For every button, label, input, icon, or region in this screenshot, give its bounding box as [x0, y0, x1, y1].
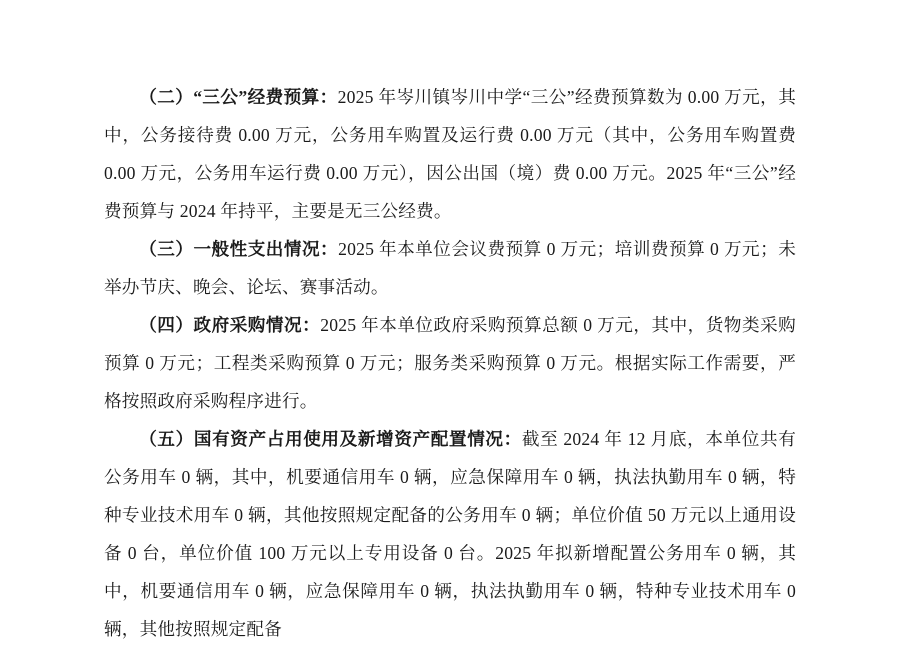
paragraph-lead: （四）政府采购情况：: [139, 315, 321, 335]
paragraph-five-state-assets: [104, 420, 796, 648]
paragraph-lead: （二）“三公”经费预算：: [139, 87, 338, 107]
paragraph-lead: （五）国有资产占用使用及新增资产配置情况：: [139, 429, 522, 449]
paragraph-two-gongjing: [104, 78, 796, 230]
paragraph-text: 2025 年本单位政府采购预算总额 0 万元，其中，货物类采购预算 0 万元；工程类采购预算 0 万元；服务类采购预算 0 万元。根据实际工作需要，严格按照政府采购程序进行。: [104, 315, 796, 411]
document-body: [104, 78, 796, 648]
paragraph-text: 2025 年本单位会议费预算 0 万元；培训费预算 0 万元；未举办节庆、晚会、论坛、赛事活动。: [104, 239, 796, 297]
paragraph-text: 2025 年岑川镇岑川中学“三公”经费预算数为 0.00 万元，其中，公务接待费 0.00 万元，公务用车购置及运行费 0.00 万元（其中，公务用车购置费 0.00 万元，公务用车运行费 0.00 万元），因公出国（境）费 0.00 万元。2025 年“三公”经费预算与 2024 年持平，主要是无三公经费。: [104, 87, 796, 221]
paragraph-lead: （三）一般性支出情况：: [139, 239, 339, 259]
paragraph-three-general-expenditure: [104, 230, 796, 306]
paragraph-text: 截至 2024 年 12 月底，本单位共有公务用车 0 辆，其中，机要通信用车 0 辆，应急保障用车 0 辆，执法执勤用车 0 辆，特种专业技术用车 0 辆，其他按照规定配备的公务用车 0 辆；单位价值 50 万元以上通用设备 0 台，单位价值 100 万元以上专用设备 0 台。2025 年拟新增配置公务用车 0 辆，其中，机要通信用车 0 辆，应急保障用车 0 辆，执法执勤用车 0 辆，特种专业技术用车 0 辆，其他按照规定配备: [104, 429, 797, 639]
paragraph-four-government-procurement: [104, 306, 796, 420]
